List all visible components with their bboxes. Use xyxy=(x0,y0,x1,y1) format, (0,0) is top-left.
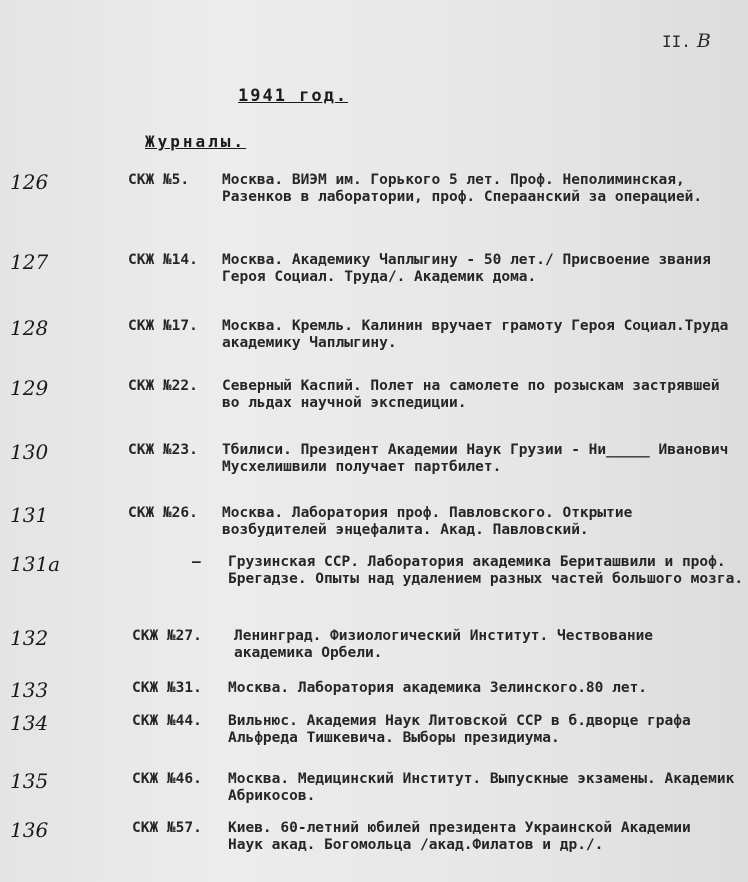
entry-text: Москва. Лаборатория академика Зелинского.80 лет. xyxy=(228,680,648,696)
entry-number: 131 xyxy=(10,503,49,527)
entry-code: СКЖ №14. xyxy=(128,252,198,268)
entry-text: Москва. Кремль. Калинин вручает грамоту Героя Социал.Труда академику Чаплыгину. xyxy=(222,318,738,351)
entry-text: Москва. Академику Чаплыгину - 50 лет./ Присвоение звания Героя Социал. Труда/. Академик дома. xyxy=(222,252,720,285)
entry-number: 136 xyxy=(10,818,49,842)
entry-code: СКЖ №46. xyxy=(132,771,202,787)
entry-text: Москва. Медицинский Институт. Выпускные экзамены. Академик Абрикосов. xyxy=(228,771,744,804)
entry-number: 126 xyxy=(10,170,49,194)
entry-code: СКЖ №26. xyxy=(128,505,198,521)
page-letter: В xyxy=(696,30,711,52)
entry-number: 128 xyxy=(10,316,49,340)
entry-code: СКЖ №23. xyxy=(128,442,198,458)
entry-text: Москва. ВИЭМ им. Горького 5 лет. Проф. Неполиминская, Разенков в лаборатории, проф. Спераанский за операцией. xyxy=(222,172,703,205)
entry-number: 131а xyxy=(10,552,61,576)
entry-code: СКЖ №57. xyxy=(132,820,202,836)
entry-number: 132 xyxy=(10,626,49,650)
entry-code: СКЖ №22. xyxy=(128,378,198,394)
entry-number: 129 xyxy=(10,376,49,400)
entry-text: Ленинград. Физиологический Институт. Чествование академика Орбели. xyxy=(234,628,662,661)
entry-number: 130 xyxy=(10,440,49,464)
entry-code: — xyxy=(192,554,201,570)
entry-number: 127 xyxy=(10,250,49,274)
entry-number: 135 xyxy=(10,769,49,793)
entry-code: СКЖ №17. xyxy=(128,318,198,334)
entry-number: 134 xyxy=(10,711,49,735)
page-number xyxy=(662,30,711,52)
entry-code: СКЖ №44. xyxy=(132,713,202,729)
entry-text: Москва. Лаборатория проф. Павловского. Открытие возбудителей энцефалита. Акад. Павловский. xyxy=(222,505,642,538)
entry-number: 133 xyxy=(10,678,49,702)
entry-text: Киев. 60-летний юбилей президента Украинской Академии Наук акад. Богомольца /акад.Филатов и др./. xyxy=(228,820,700,853)
entry-text: Грузинская ССР. Лаборатория академика Бериташвили и проф. Брегадзе. Опыты над удалением разных частей большого мозга. xyxy=(228,554,744,587)
entry-code: СКЖ №31. xyxy=(132,680,202,696)
entry-code: СКЖ №5. xyxy=(128,172,190,188)
entry-text: Северный Каспий. Полет на самолете по розыскам застрявшей во льдах научной экспедиции. xyxy=(222,378,729,411)
section-heading: Журналы. xyxy=(145,132,247,151)
page-number-text: II. xyxy=(662,32,691,51)
entry-code: СКЖ №27. xyxy=(132,628,202,644)
entry-text: Вильнюс. Академия Наук Литовской ССР в б.дворце графа Альфреда Тишкевича. Выборы президиума. xyxy=(228,713,700,746)
document-title: 1941 год. xyxy=(238,86,349,106)
entry-text: Тбилиси. Президент Академии Наук Грузии - Ни_____ Иванович Мусхелишвили получает партбилет. xyxy=(222,442,738,475)
